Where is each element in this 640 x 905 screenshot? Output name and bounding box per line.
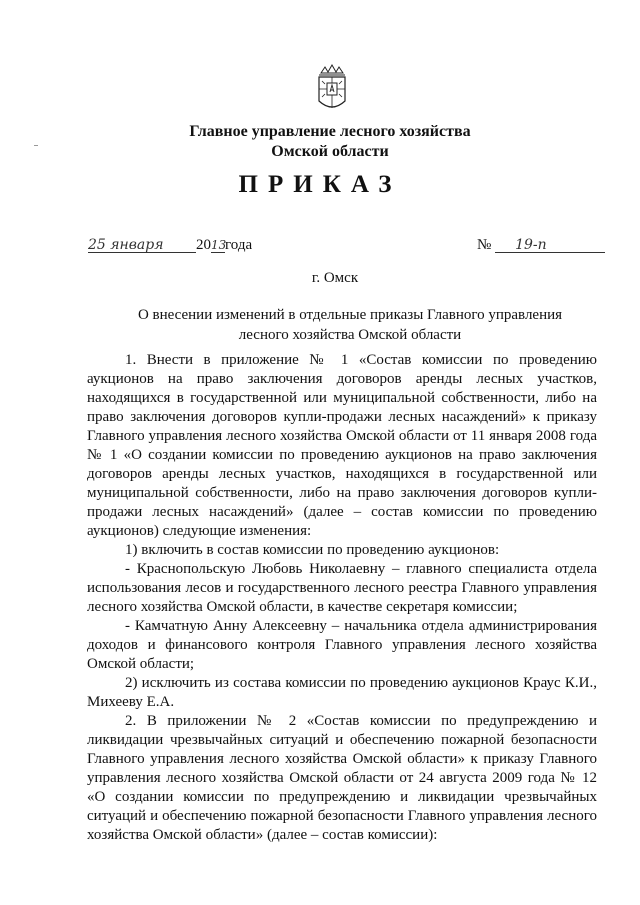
handwritten-number: 19-п xyxy=(515,237,547,253)
document-title: ПРИКАЗ xyxy=(238,171,402,198)
document-number xyxy=(477,235,605,255)
year-prefix: 20 xyxy=(196,237,211,253)
year-suffix: года xyxy=(225,237,253,253)
margin-mark xyxy=(34,145,38,146)
handwritten-date: 25 января xyxy=(88,237,164,253)
paragraph: 1) включить в состав комиссии по проведению аукционов: xyxy=(125,542,500,558)
paragraph: 2) исключить из состава комиссии по проведению аукционов Краус К.И., Михееву Е.А. xyxy=(87,675,597,710)
paragraph: 1. Внести в приложение № 1 «Состав комиссии по проведению аукционов на право заключения договоров аренды лесных участков, находящихся в государственной или муниципальной собственности, либо на право заключения договоров купли-продажи лесных насаждений» к приказу Главного управления лесного хозяйства Омской области от 11 января 2008 года № 1 «О создании комиссии по проведению аукционов на право заключения договоров аренды лесных участков, находящихся в государственной или муниципальной собственности, либо на право заключения договоров купли-продажи лесных насаждений» (далее – состав комиссии по проведению аукционов) следующие изменения: xyxy=(87,352,597,539)
city: г. Омск xyxy=(311,270,359,286)
paragraph: - Камчатную Анну Алексеевну – начальника отдела администрирования доходов и финансового контроля Главного управления лесного хозяйства Омской области; xyxy=(87,618,597,672)
organization-name-line2: Омской области xyxy=(271,143,389,160)
handwritten-year: 13 xyxy=(211,238,227,252)
document-date xyxy=(88,235,252,255)
paragraph: - Краснопольскую Любовь Николаевну – главного специалиста отдела использования лесов и государственного лесного реестра Главного управления лесного хозяйства Омской области, в качестве секретаря комиссии; xyxy=(87,561,597,615)
number-label: № xyxy=(477,237,492,253)
coat-of-arms-icon xyxy=(315,63,349,115)
paragraph: 2. В приложении № 2 «Состав комиссии по предупреждению и ликвидации чрезвычайных ситуаций и обеспечению пожарной безопасности Главного управления лесного хозяйства Омской области» к приказу Главного управления лесного хозяйства Омской области от 24 августа 2009 года № 12 «О создании комиссии по предупреждению и ликвидации чрезвычайных ситуаций и обеспечению пожарной безопасности Главного управления лесного хозяйства Омской области» (далее – состав комиссии): xyxy=(87,713,597,843)
document-subject: О внесении изменений в отдельные приказы Главного управления лесного хозяйства Омской области xyxy=(137,307,563,343)
organization-name-line1: Главное управление лесного хозяйства xyxy=(189,123,471,140)
document-body xyxy=(87,351,597,845)
